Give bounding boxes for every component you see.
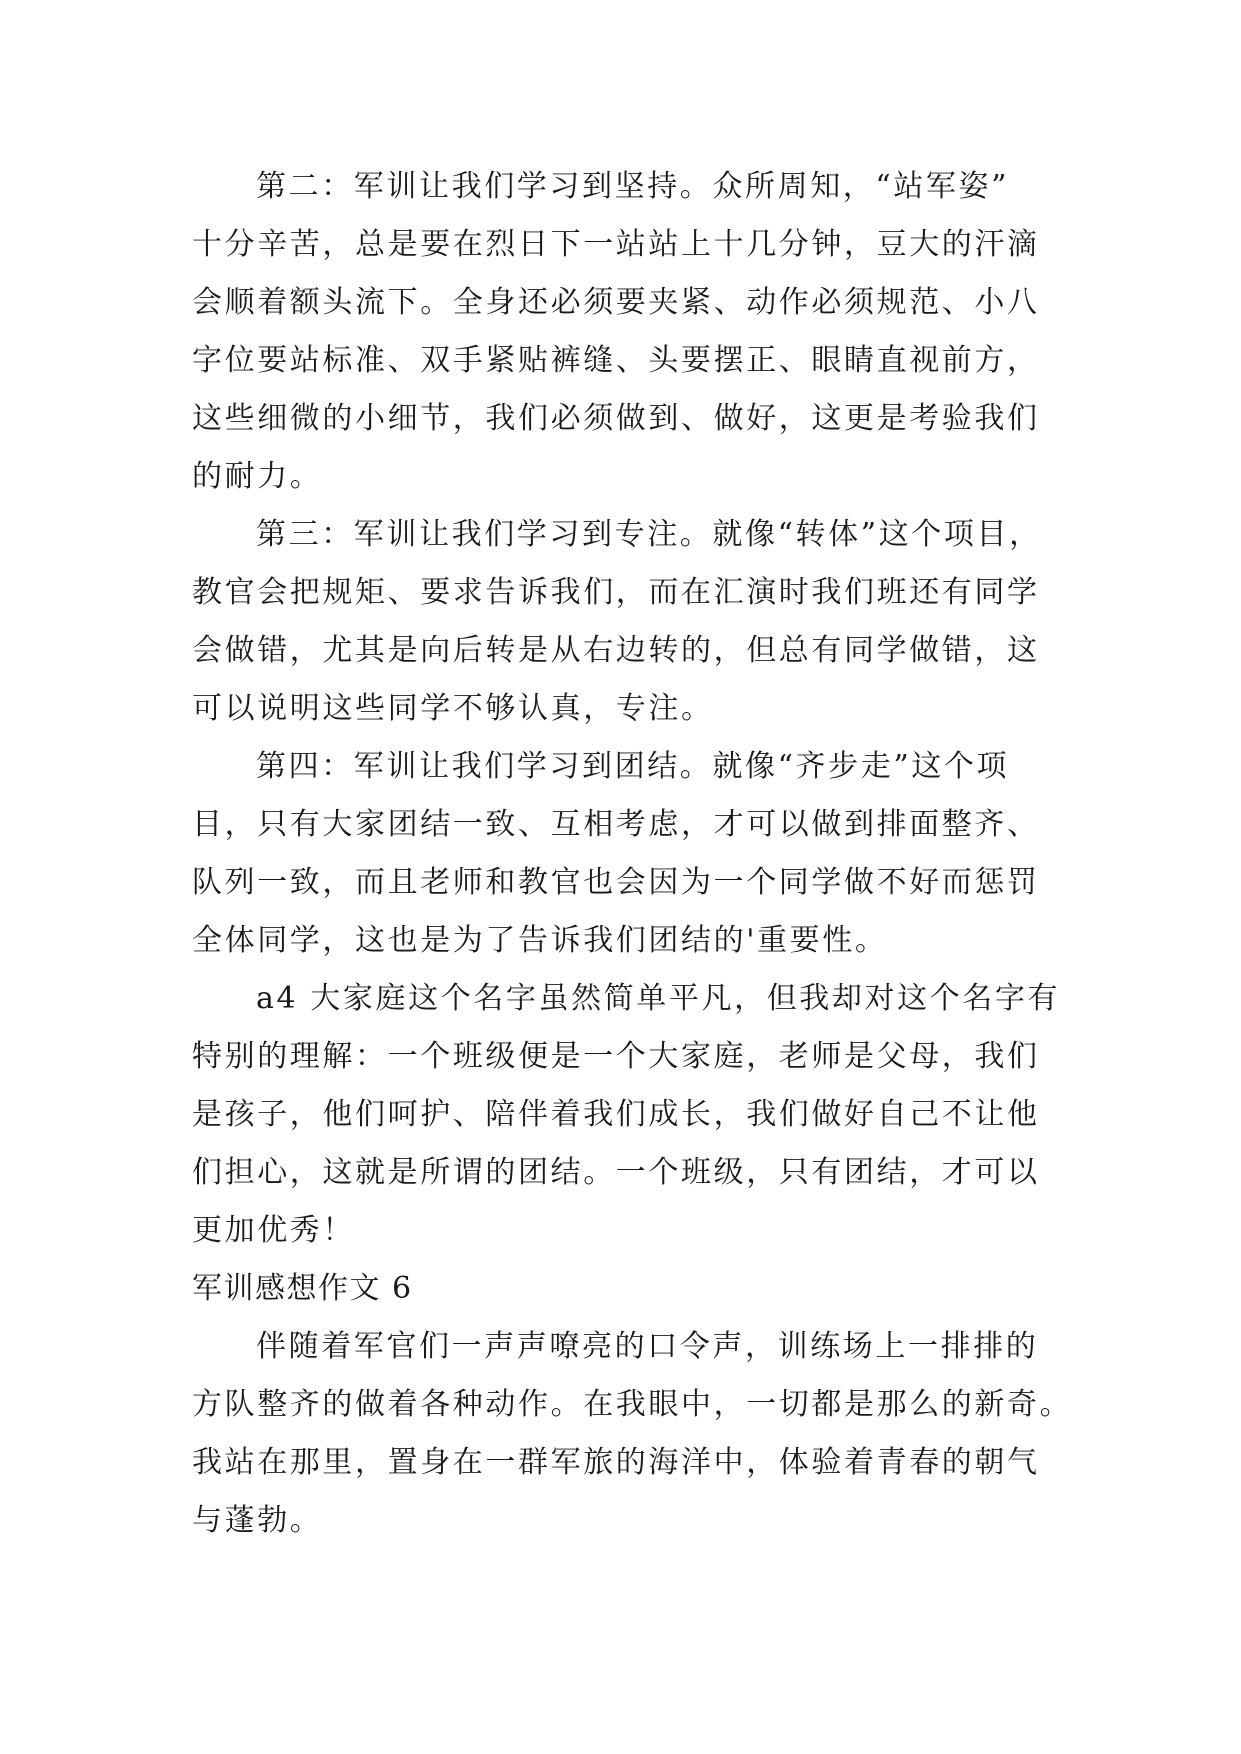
paragraph-line: 字位要站标准、双手紧贴裤缝、头要摆正、眼睛直视前方， — [192, 343, 1040, 378]
paragraph-line: 会做错，尤其是向后转是从右边转的，但总有同学做错，这 — [192, 633, 1040, 668]
paragraph-line: 与蓬勃。 — [192, 1503, 323, 1538]
paragraph-line: 教官会把规矩、要求告诉我们，而在汇演时我们班还有同学 — [192, 575, 1040, 610]
paragraph-line: 目，只有大家团结一致、互相考虑，才可以做到排面整齐、 — [192, 807, 1040, 842]
paragraph-line: 们担心，这就是所谓的团结。一个班级，只有团结，才可以 — [192, 1155, 1040, 1190]
paragraph-line: 第二：军训让我们学习到坚持。众所周知，“站军姿” — [256, 169, 1010, 204]
paragraph-line: 十分辛苦，总是要在烈日下一站站上十几分钟，豆大的汗滴 — [192, 227, 1040, 262]
paragraph-line: 第三：军训让我们学习到专注。就像“转体”这个项目， — [256, 517, 1042, 552]
paragraph-line: 我站在那里，置身在一群军旅的海洋中，体验着青春的朝气 — [192, 1445, 1040, 1480]
document-body — [192, 158, 1073, 1550]
paragraph-line: 会顺着额头流下。全身还必须要夹紧、动作必须规范、小八 — [192, 285, 1040, 320]
paragraph-line: 全体同学，这也是为了告诉我们团结的'重要性。 — [192, 923, 888, 958]
paragraph-line: 方队整齐的做着各种动作。在我眼中，一切都是那么的新奇。 — [192, 1387, 1073, 1422]
paragraph-line: 是孩子，他们呵护、陪伴着我们成长，我们做好自己不让他 — [192, 1097, 1040, 1132]
paragraph-line: 更加优秀！ — [192, 1213, 355, 1248]
paragraph-line: 伴随着军官们一声声嘹亮的口令声，训练场上一排排的 — [256, 1329, 1039, 1364]
paragraph-line: 特别的理解：一个班级便是一个大家庭，老师是父母，我们 — [192, 1039, 1040, 1074]
section-heading: 军训感想作文 6 — [192, 1271, 413, 1306]
paragraph-line: a4 大家庭这个名字虽然简单平凡，但我却对这个名字有 — [256, 981, 1061, 1016]
paragraph-line: 的耐力。 — [192, 459, 323, 494]
paragraph-line: 队列一致，而且老师和教官也会因为一个同学做不好而惩罚 — [192, 865, 1040, 900]
paragraph-line: 第四：军训让我们学习到团结。就像“齐步走”这个项 — [256, 749, 1010, 784]
paragraph-line: 可以说明这些同学不够认真，专注。 — [192, 691, 714, 726]
paragraph-line: 这些细微的小细节，我们必须做到、做好，这更是考验我们 — [192, 401, 1040, 436]
